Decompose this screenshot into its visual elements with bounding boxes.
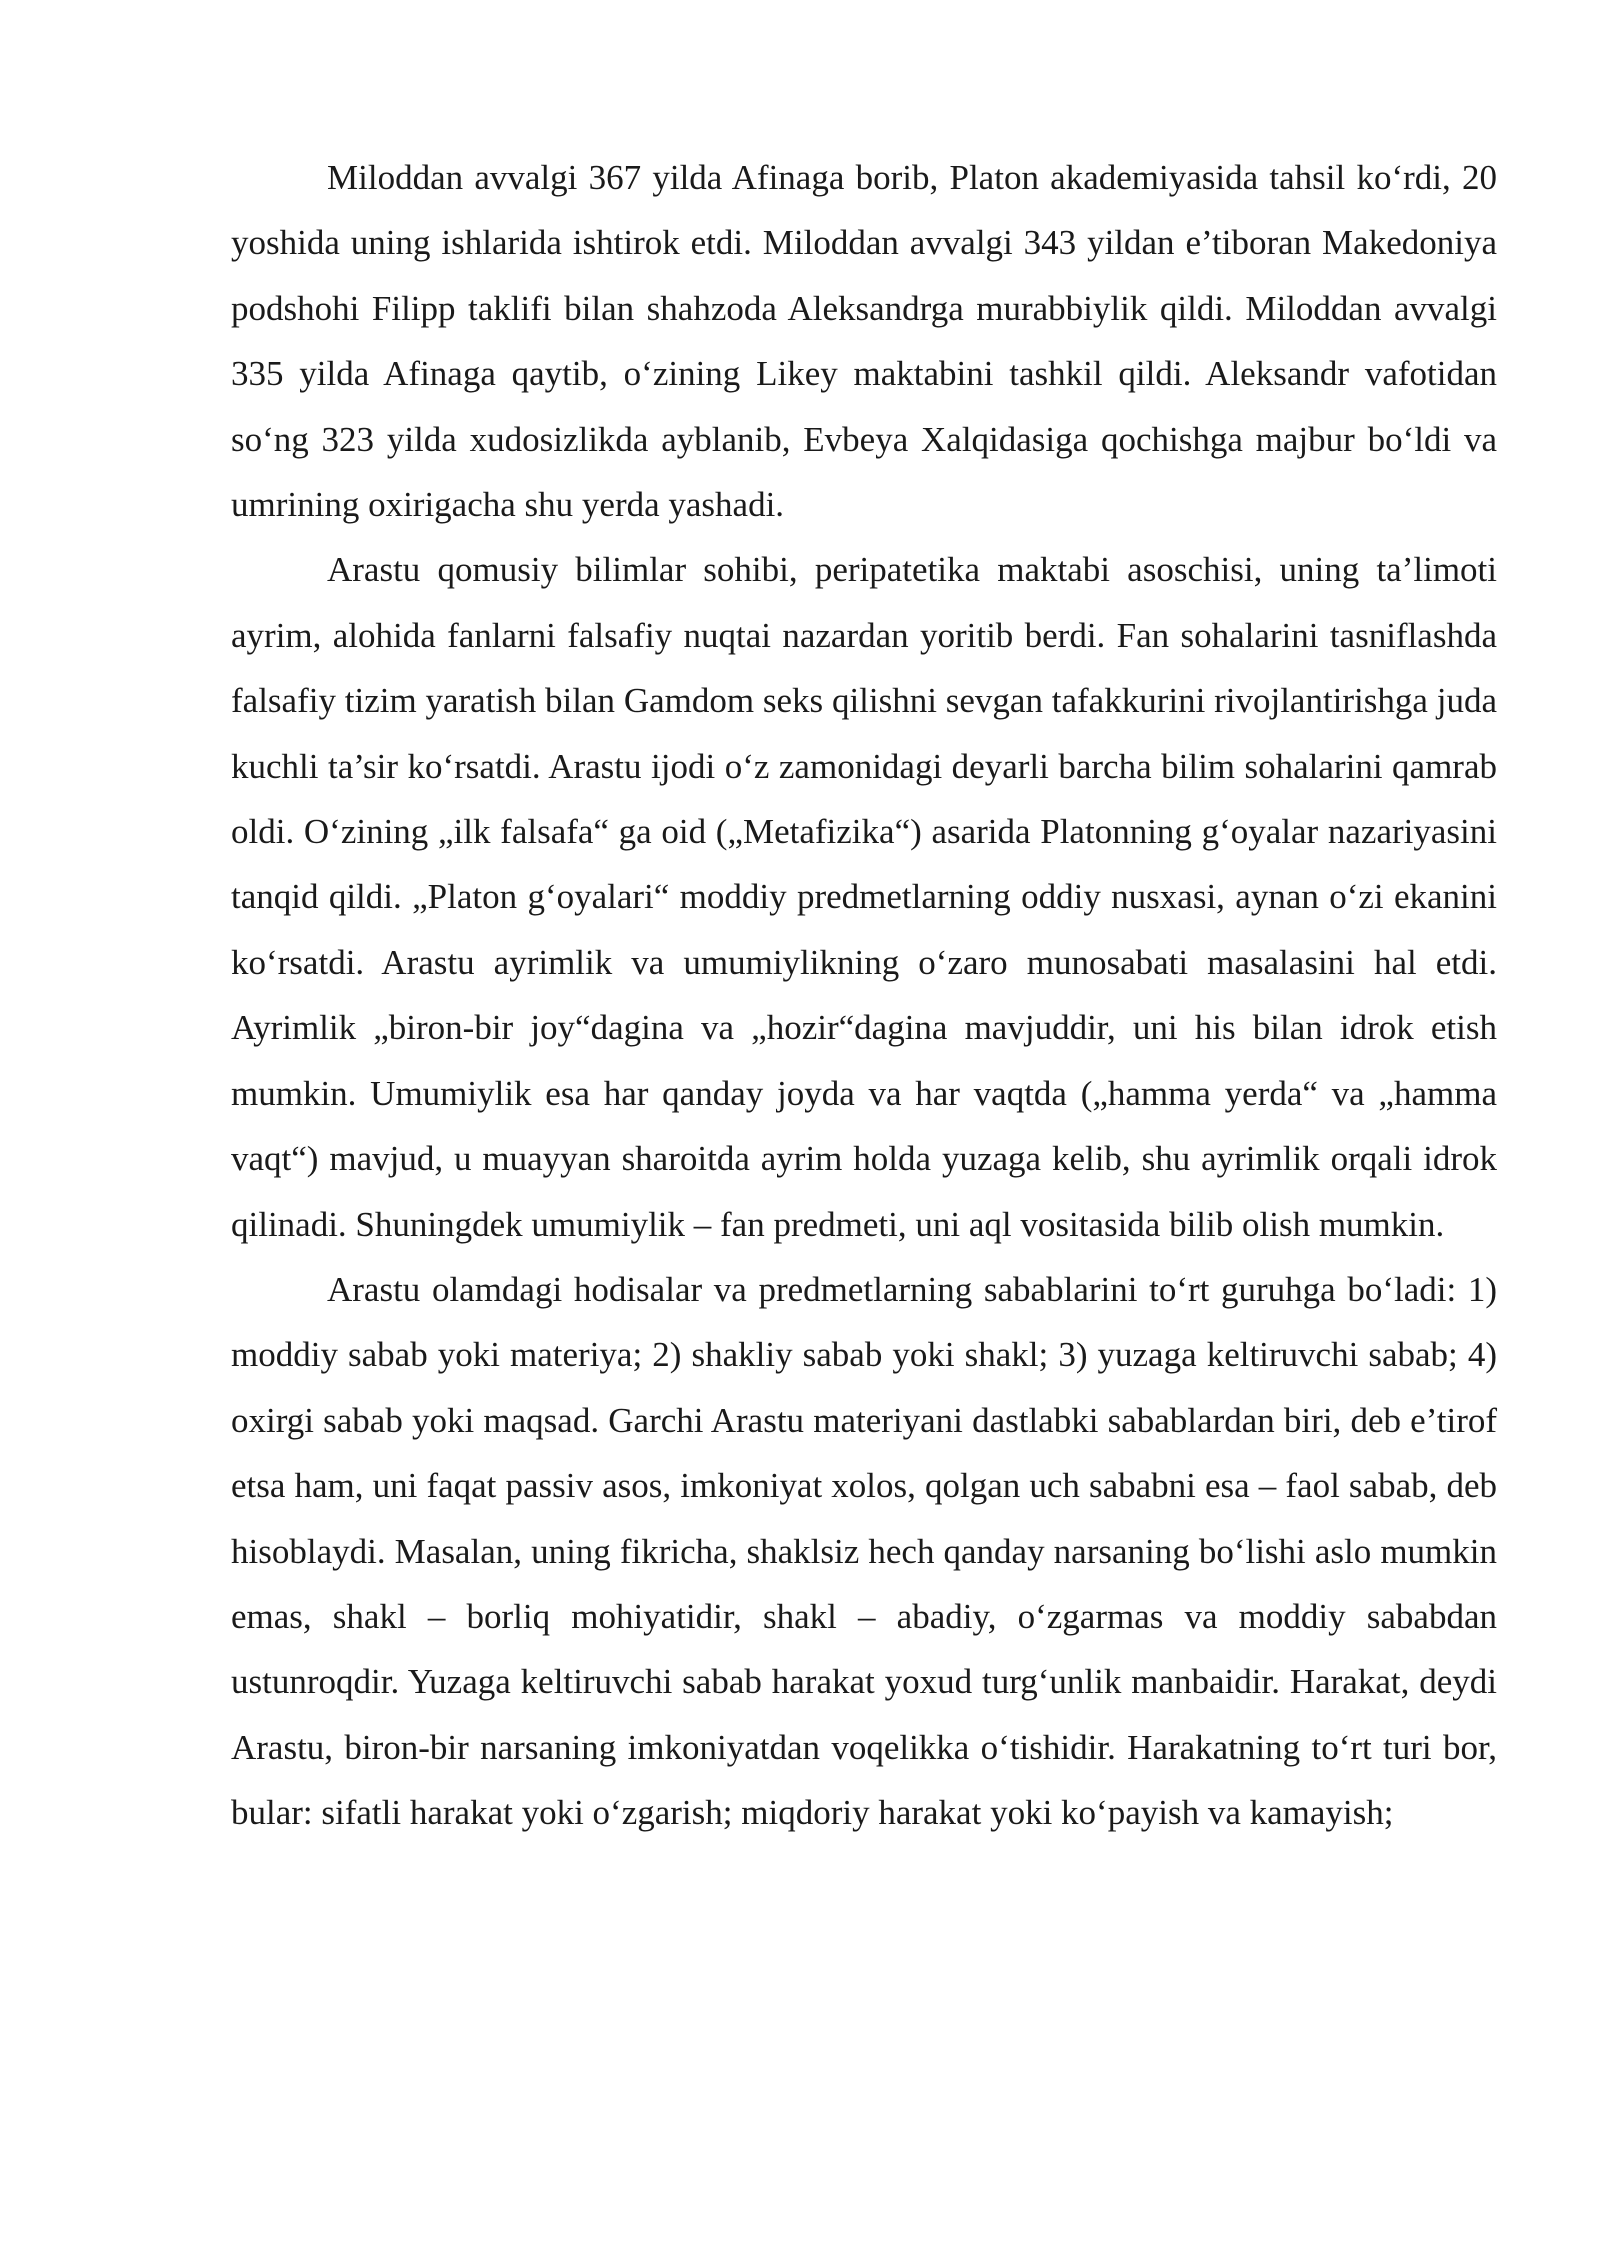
document-page: [231, 145, 1497, 1846]
paragraph-2: Arastu qomusiy bilimlar sohibi, peripatetika maktabi asoschisi, uning ta’limoti ayrim, alohida fanlarni falsafiy nuqtai nazardan yoritib berdi. Fan sohalarini tasniflashda falsafiy tizim yaratish bilan Gamdom seks qilishni sevgan tafakkurini rivojlantirishga juda kuchli ta’sir ko‘rsatdi. Arastu ijodi o‘z zamonidagi deyarli barcha bilim sohalarini qamrab oldi. O‘zining „ilk falsafa“ ga oid („Metafizika“) asarida Platonning g‘oyalar nazariyasini tanqid qildi. „Platon g‘oyalari“ moddiy predmetlarning oddiy nusxasi, aynan o‘zi ekanini ko‘rsatdi. Arastu ayrimlik va umumiylikning o‘zaro munosabati masalasini hal etdi. Ayrimlik „biron-bir joy“dagina va „hozir“dagina mavjuddir, uni his bilan idrok etish mumkin. Umumiylik esa har qanday joyda va har vaqtda („hamma yerda“ va „hamma vaqt“) mavjud, u muayyan sharoitda ayrim holda yuzaga kelib, shu ayrimlik orqali idrok qilinadi. Shuningdek umumiylik – fan predmeti, uni aql vositasida bilib olish mumkin.: [231, 550, 1497, 1244]
paragraph-3: Arastu olamdagi hodisalar va predmetlarning sabablarini to‘rt guruhga bo‘ladi: 1) moddiy sabab yoki materiya; 2) shakliy sabab yoki shakl; 3) yuzaga keltiruvchi sabab; 4) oxirgi sabab yoki maqsad. Garchi Arastu materiyani dastlabki sabablardan biri, deb e’tirof etsa ham, uni faqat passiv asos, imkoniyat xolos, qolgan uch sababni esa – faol sabab, deb hisoblaydi. Masalan, uning fikricha, shaklsiz hech qanday narsaning bo‘lishi aslo mumkin emas, shakl – borliq mohiyatidir, shakl – abadiy, o‘zgarmas va moddiy sababdan ustunroqdir. Yuzaga keltiruvchi sabab harakat yoxud turg‘unlik manbaidir. Harakat, deydi Arastu, biron-bir narsaning imkoniyatdan voqelikka o‘tishidir. Harakatning to‘rt turi bor, bular: sifatli harakat yoki o‘zgarish; miqdoriy harakat yoki ko‘payish va kamayish;: [231, 1269, 1497, 1833]
paragraph-1: Miloddan avvalgi 367 yilda Afinaga borib, Platon akademiyasida tahsil ko‘rdi, 20 yoshida uning ishlarida ishtirok etdi. Miloddan avvalgi 343 yildan e’tiboran Makedoniya podshohi Filipp taklifi bilan shahzoda Aleksandrga murabbiylik qildi. Miloddan avvalgi 335 yilda Afinaga qaytib, o‘zining Likey maktabini tashkil qildi. Aleksandr vafotidan so‘ng 323 yilda xudosizlikda ayblanib, Evbeya Xalqidasiga qochishga majbur bo‘ldi va umrining oxirigacha shu yerda yashadi.: [231, 158, 1497, 525]
